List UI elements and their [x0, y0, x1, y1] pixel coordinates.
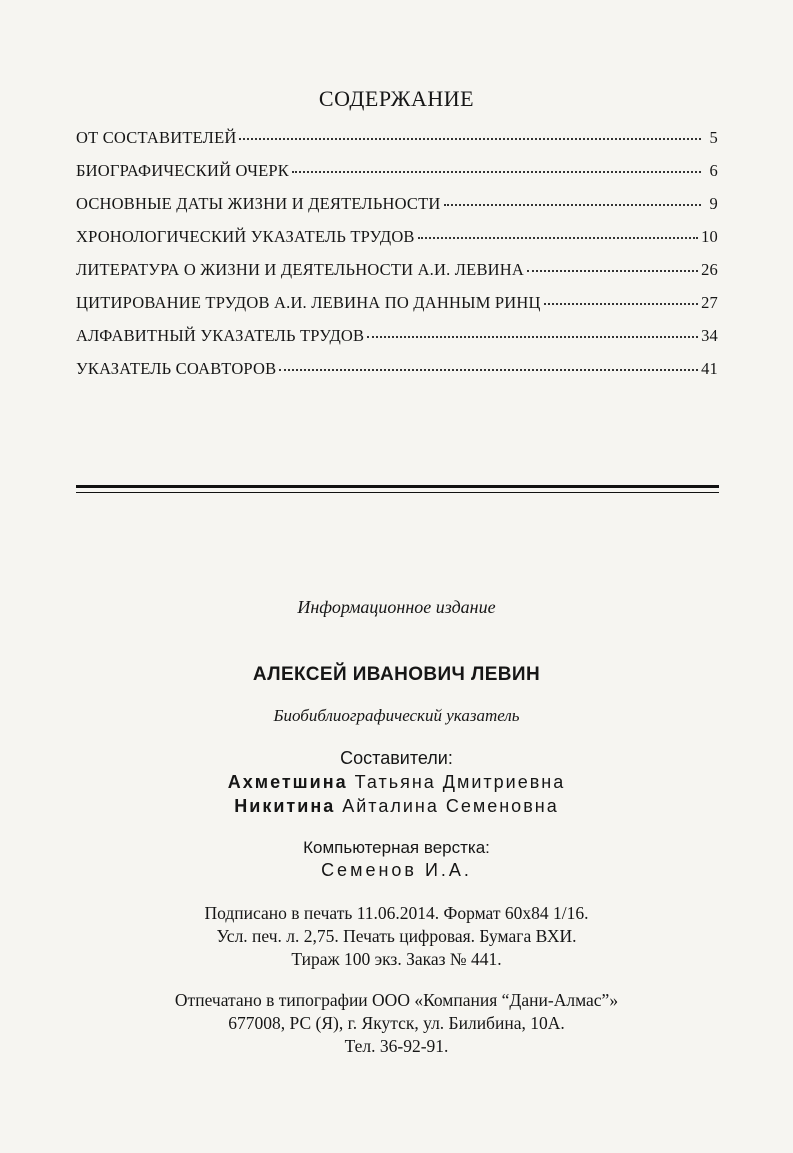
compiler-surname: Ахметшина [227, 772, 348, 792]
toc-entry [76, 161, 718, 194]
toc-entry-label: БИОГРАФИЧЕСКИЙ ОЧЕРК [76, 161, 289, 180]
layout-label: Компьютерная верстка: [303, 838, 490, 857]
imprint-line: Подписано в печать 11.06.2014. Формат 60х84 1/16. [204, 903, 589, 923]
toc-entry [76, 128, 718, 161]
compiler-given-names: Татьяна Дмитриевна [354, 772, 566, 792]
toc-entry-label: ЦИТИРОВАНИЕ ТРУДОВ А.И. ЛЕВИНА ПО ДАННЫМ РИНЦ [76, 293, 541, 312]
toc-entry-page: 10 [701, 227, 718, 246]
toc-entry-page: 41 [701, 359, 718, 378]
dot-leader [239, 137, 701, 140]
dot-leader [527, 269, 698, 272]
edition-type: Информационное издание [297, 597, 496, 617]
table-of-contents [76, 128, 718, 392]
toc-entry [76, 326, 718, 359]
toc-entry-page: 5 [709, 128, 718, 147]
toc-entry-label: ОТ СОСТАВИТЕЛЕЙ [76, 128, 237, 147]
imprint-line: Усл. печ. л. 2,75. Печать цифровая. Бумага ВХИ. [216, 926, 577, 946]
dot-leader [292, 170, 701, 173]
book-title: АЛЕКСЕЙ ИВАНОВИЧ ЛЕВИН [252, 664, 541, 685]
printer-line: 677008, РС (Я), г. Якутск, ул. Билибина, 10А. [228, 1013, 565, 1033]
toc-entry-page: 6 [709, 161, 718, 180]
toc-entry-label: УКАЗАТЕЛЬ СОАВТОРОВ [76, 359, 277, 378]
divider-thick [76, 485, 719, 488]
divider-thin [76, 492, 719, 493]
dot-leader [444, 203, 701, 206]
imprint-line: Тираж 100 экз. Заказ № 441. [291, 949, 502, 969]
toc-entry-page: 27 [701, 293, 718, 312]
dot-leader [367, 335, 698, 338]
toc-entry-page: 34 [701, 326, 718, 345]
toc-title: СОДЕРЖАНИЕ [318, 86, 475, 111]
toc-entry-label: ХРОНОЛОГИЧЕСКИЙ УКАЗАТЕЛЬ ТРУДОВ [76, 227, 415, 246]
book-subtitle: Биобиблиографический указатель [273, 706, 520, 725]
toc-entry [76, 260, 718, 293]
compiler-surname: Никитина [234, 796, 336, 816]
toc-entry [76, 359, 718, 392]
compiler-name [0, 796, 793, 817]
toc-entry [76, 194, 718, 227]
dot-leader [544, 302, 698, 305]
compilers-label: Составители: [340, 748, 453, 768]
layout-designer: Семенов И.А. [321, 860, 472, 880]
dot-leader [279, 368, 698, 371]
compiler-name [0, 772, 793, 793]
toc-entry-label: АЛФАВИТНЫЙ УКАЗАТЕЛЬ ТРУДОВ [76, 326, 365, 345]
toc-entry-label: ОСНОВНЫЕ ДАТЫ ЖИЗНИ И ДЕЯТЕЛЬНОСТИ [76, 194, 441, 213]
toc-entry-page: 9 [709, 194, 718, 213]
dot-leader [418, 236, 698, 239]
toc-entry [76, 293, 718, 326]
printer-line: Тел. 36-92-91. [344, 1036, 449, 1056]
toc-entry-label: ЛИТЕРАТУРА О ЖИЗНИ И ДЕЯТЕЛЬНОСТИ А.И. ЛЕВИНА [76, 260, 524, 279]
toc-entry-page: 26 [701, 260, 718, 279]
compiler-given-names: Айталина Семеновна [342, 796, 559, 816]
toc-entry [76, 227, 718, 260]
printer-line: Отпечатано в типографии ООО «Компания “Дани-Алмас”» [174, 990, 619, 1010]
